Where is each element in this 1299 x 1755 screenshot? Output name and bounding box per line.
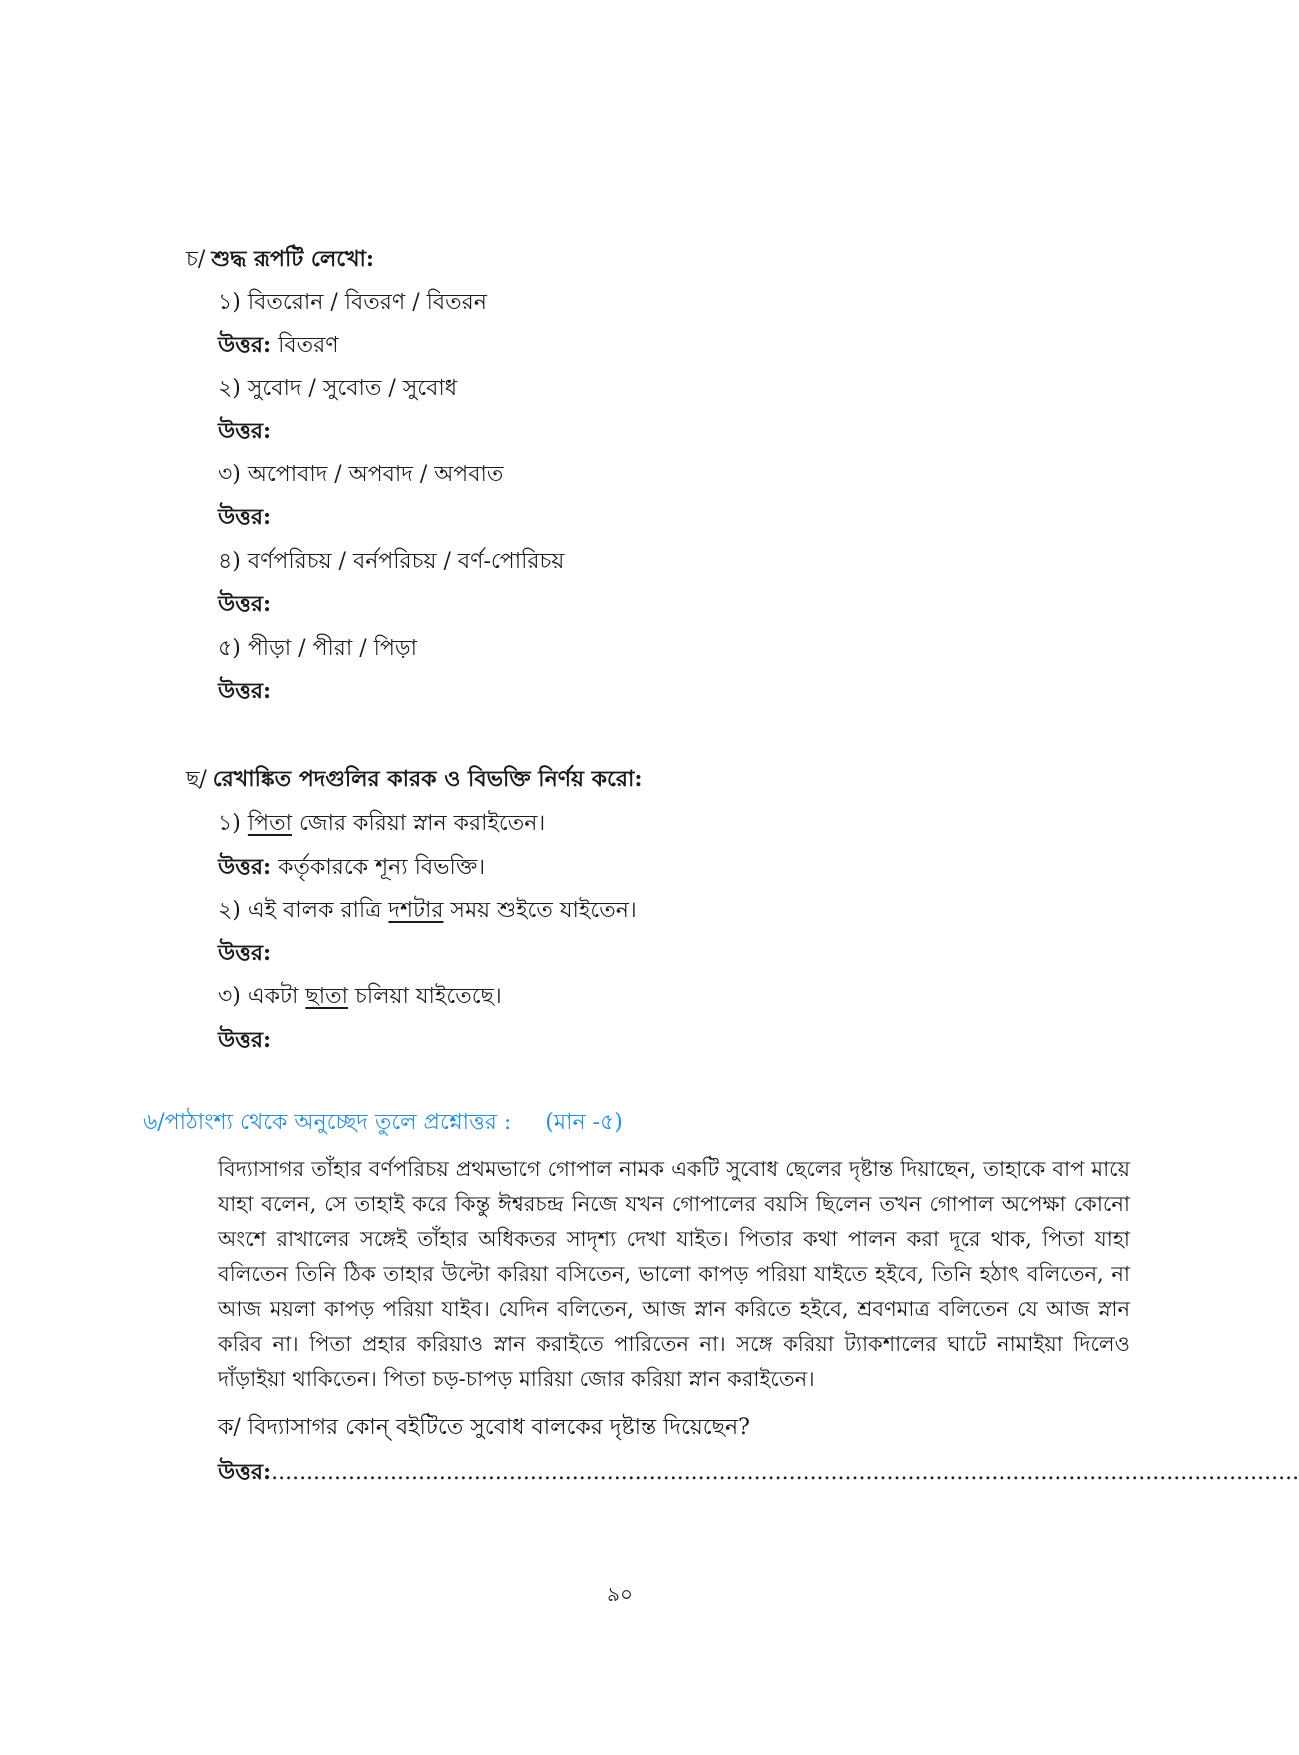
section-6-title: ৬/পাঠাংশ্য থেকে অনুচ্ছেদ তুলে প্রশ্নোত্তর :: [143, 1110, 512, 1135]
answer-label: উত্তর:: [218, 1027, 272, 1053]
chh-item-1: [218, 806, 545, 843]
sentence-part: সময় শুইতে যাইতেন।: [443, 898, 637, 923]
section-chh-heading: [186, 762, 643, 799]
answer-label: উত্তর:: [218, 1459, 272, 1485]
answer-label: উত্তর:: [218, 332, 272, 358]
section-ch-title: শুদ্ধ রূপটি লেখো:: [211, 246, 375, 272]
chh-answer-1: [218, 850, 485, 887]
chh-item-2: [218, 893, 637, 930]
answer-dots: ...................................................................................................................................................: [271, 1460, 1299, 1485]
ch-item-5: ৫) পীড়া / পীরা / পিড়া: [218, 636, 417, 661]
answer-label: উত্তর:: [218, 854, 272, 880]
passage-paragraph: বিদ্যাসাগর তাঁহার বর্ণপরিচয় প্রথমভাগে গোপাল নামক একটি সুবোধ ছেলের দৃষ্টান্ত দিয়াছেন, তাহাকে বাপ মায়ে যাহা বলেন, সে তাহাই করে কিন্তু ঈশ্বরচন্দ্র নিজে যখন গোপালের বয়সি ছিলেন তখন গোপাল অপেক্ষা কোনো অংশে রাখালের সঙ্গেই তাঁহার অধিকতর সাদৃশ্য দেখা যাইত। পিতার কথা পালন করা দূরে থাক, পিতা যাহা বলিতেন তিনি ঠিক তাহার উল্টো করিয়া বসিতেন, ভালো কাপড় পরিয়া যাইতে হইবে, তিনি হঠাৎ বলিতেন, না আজ ময়লা কাপড় পরিয়া যাইব। যেদিন বলিতেন, আজ স্নান করিতে হইবে, শ্রবণমাত্র বলিতেন যে আজ স্নান করিব না। পিতা প্রহার করিয়াও স্নান করাইতে পারিতেন না। সঙ্গে করিয়া ট্যাকশালের ঘাটে নামাইয়া দিলেও দাঁড়াইয়া থাকিতেন। পিতা চড়-চাপড় মারিয়া জোর করিয়া স্নান করাইতেন।: [218, 1157, 1130, 1391]
answer-label: উত্তর:: [218, 504, 272, 530]
sentence-part: ২) এই বালক রাত্রি: [218, 898, 389, 923]
ch-item-2: ২) সুবোদ / সুবোত / সুবোধ: [218, 376, 458, 401]
chh-answer-3: [218, 1023, 271, 1060]
section-ch-heading: [186, 242, 374, 279]
ch-answer-1: [218, 328, 339, 365]
answer-label: উত্তর:: [218, 678, 272, 704]
ch-answer-5: [218, 674, 271, 711]
answer-line: [218, 1455, 1299, 1492]
answer-label: উত্তর:: [218, 940, 272, 966]
ch-item-3: ৩) অপোবাদ / অপবাদ / অপবাত: [218, 462, 504, 487]
sentence-part: ৩) একটা: [218, 984, 306, 1009]
underlined-word: পিতা: [247, 811, 292, 836]
answer-label: উত্তর:: [218, 418, 272, 444]
ch-answer-3: [218, 500, 271, 537]
answer-label: উত্তর:: [218, 591, 272, 617]
answer-text: বিতরণ: [278, 333, 339, 358]
page-number: ৯০: [607, 1582, 633, 1606]
section-ch-marker: চ/: [186, 247, 206, 272]
chh-item-3: [218, 979, 502, 1016]
sentence-part: ১): [218, 811, 248, 836]
ch-answer-2: [218, 414, 271, 451]
underlined-word: ছাতা: [305, 984, 348, 1009]
underlined-word: দশটার: [388, 898, 444, 923]
answer-text: কর্তৃকারকে শূন্য বিভক্তি।: [278, 855, 486, 880]
chh-answer-2: [218, 936, 271, 973]
section-chh-title: রেখাঙ্কিত পদগুলির কারক ও বিভক্তি নির্ণয় করো:: [212, 766, 643, 792]
ch-item-4: ৪) বর্ণপরিচয় / বর্নপরিচয় / বর্ণ-পোরিচয়: [218, 549, 565, 574]
sentence-part: চলিয়া যাইতেছে।: [347, 984, 502, 1009]
section-chh-marker: ছ/: [186, 767, 207, 792]
ch-item-1: ১) বিতরোন / বিতরণ / বিতরন: [218, 290, 487, 315]
section-6-heading: [143, 1105, 623, 1142]
section-6-marks: (মান -৫): [545, 1110, 623, 1135]
sentence-part: জোর করিয়া স্নান করাইতেন।: [291, 811, 546, 836]
question-ka: ক/ বিদ্যাসাগর কোন্ বইটিতে সুবোধ বালকের দৃষ্টান্ত দিয়েছেন?: [218, 1415, 750, 1440]
ch-answer-4: [218, 587, 271, 624]
